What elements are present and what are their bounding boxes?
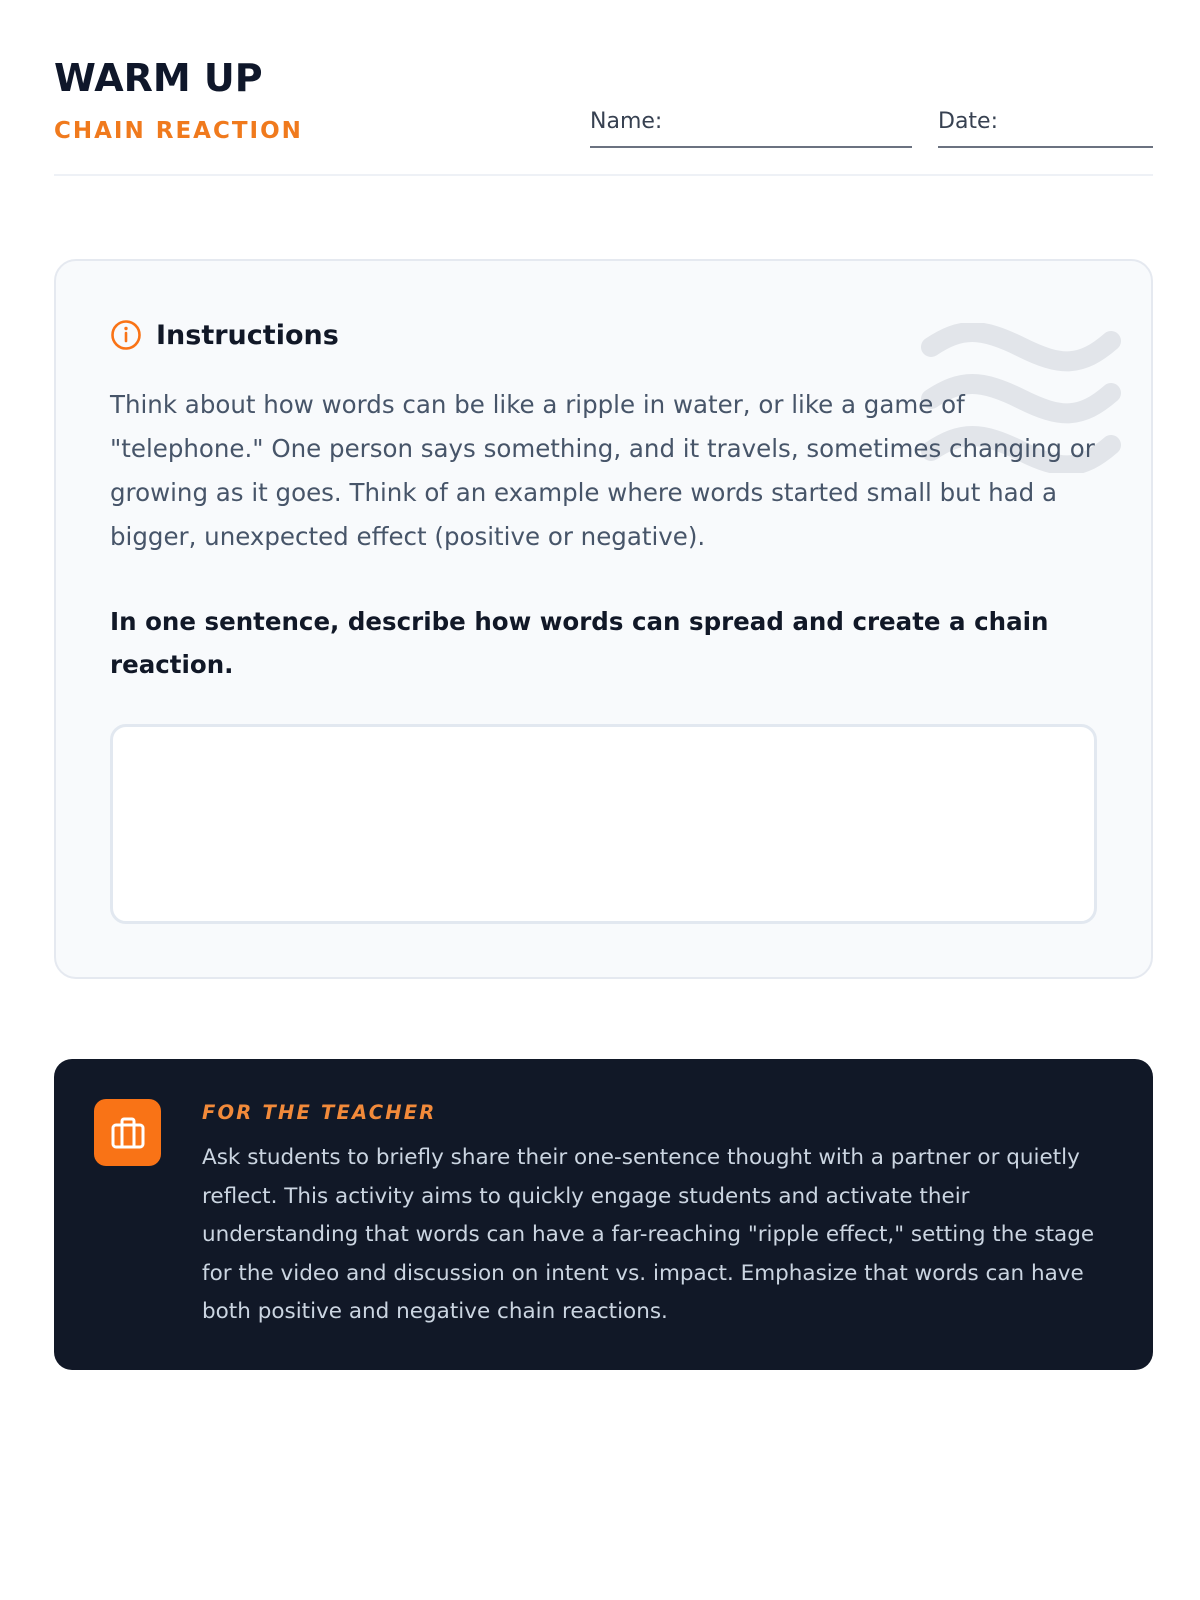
name-field[interactable] <box>590 106 912 148</box>
page-title: WARM UP <box>54 56 263 100</box>
instructions-card <box>54 259 1153 979</box>
date-label: Date: <box>938 109 998 134</box>
instructions-prompt: In one sentence, describe how words can spread and create a chain reaction. <box>110 607 1049 679</box>
answer-input[interactable] <box>110 724 1097 924</box>
info-icon <box>110 319 142 351</box>
instructions-title: Instructions <box>156 319 339 351</box>
worksheet-header <box>54 0 1153 176</box>
name-label: Name: <box>590 109 663 134</box>
date-field[interactable] <box>938 106 1153 148</box>
instructions-text: Think about how words can be like a ripple in water, or like a game of "telephone." One person says something, and it travels, sometimes changing or growing as it goes. Think of an example where words started small but had a bigger, unexpected effect (positive or negative). <box>110 390 1095 551</box>
briefcase-icon <box>94 1099 161 1166</box>
page-subtitle: CHAIN REACTION <box>54 118 303 144</box>
instructions-heading <box>110 317 339 353</box>
teacher-note-label: FOR THE TEACHER <box>202 1101 437 1124</box>
teacher-note <box>54 1059 1153 1370</box>
teacher-note-text: Ask students to briefly share their one-sentence thought with a partner or quietly reflect. This activity aims to quickly engage students and activate their understanding that words can have a far-reaching "ripple effect," setting the stage for the video and discussion on intent vs. impact. Emphasize that words can have both positive and negative chain reactions. <box>202 1145 1095 1324</box>
